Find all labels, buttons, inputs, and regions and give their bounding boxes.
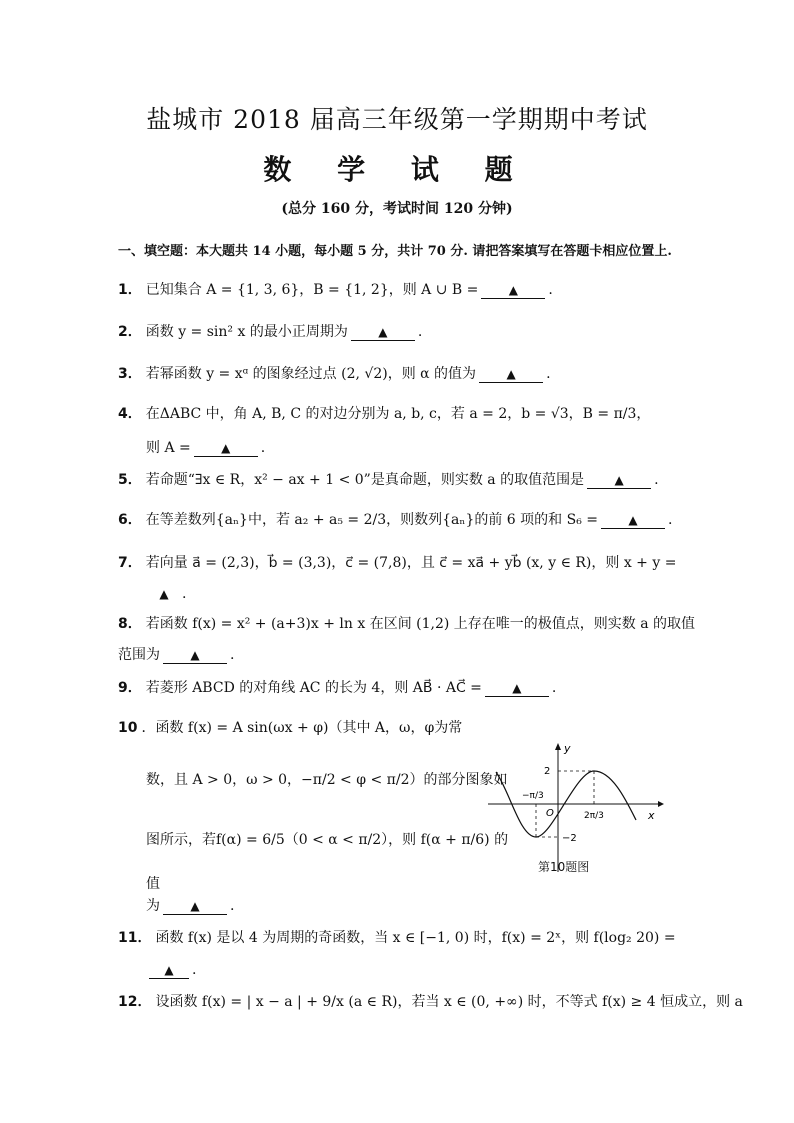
blank-marker: ▲ <box>512 681 522 695</box>
exam-title: 盐城市 2018 届高三年级第一学期期中考试 <box>146 105 648 134</box>
question-number: 7． <box>118 555 142 571</box>
x-axis-label: x <box>648 809 655 822</box>
y-tick-bottom: −2 <box>562 833 577 844</box>
question-tail: . <box>182 586 187 602</box>
question-12 <box>118 992 743 1012</box>
question-6 <box>118 510 672 530</box>
answer-blank <box>601 512 665 529</box>
question-1 <box>118 280 553 300</box>
blank-marker: ▲ <box>164 963 174 977</box>
section-heading: 一、填空题：本大题共 14 小题，每小题 5 分，共计 70 分. 请把答案填写在答题卡相应位置上. <box>118 244 672 259</box>
x-axis-arrow <box>658 801 664 807</box>
blank-marker: ▲ <box>628 513 638 527</box>
y-axis-label: y <box>564 742 571 755</box>
y-tick-top: 2 <box>544 766 551 777</box>
question-8 <box>118 614 695 634</box>
question-text: 已知集合 A = {1, 3, 6}，B = {1, 2}，则 A ∪ B = <box>145 282 479 298</box>
x-tick-right: 2π/3 <box>584 811 604 821</box>
blank-marker: ▲ <box>614 473 624 487</box>
question-number: 5． <box>118 472 142 488</box>
blank-marker: ▲ <box>159 587 169 601</box>
x-tick-left: −π/3 <box>522 791 544 801</box>
question-3 <box>118 364 551 384</box>
question-10-line-2 <box>146 770 508 790</box>
answer-blank <box>163 898 227 915</box>
question-10-line-5 <box>146 896 234 916</box>
question-10-line-4 <box>146 874 160 894</box>
answer-blank <box>479 366 543 383</box>
question-number: 10 <box>118 720 138 736</box>
figure-caption: 第10题图 <box>538 860 590 874</box>
question-tail: . <box>230 898 235 914</box>
question-11 <box>118 928 676 948</box>
question-number: 11． <box>118 930 152 946</box>
question-11-line-2 <box>146 960 196 980</box>
question-number: 12． <box>118 994 152 1010</box>
answer-blank <box>351 324 415 341</box>
blank-marker: ▲ <box>221 441 231 455</box>
question-tail: . <box>546 366 551 382</box>
blank-marker: ▲ <box>190 899 200 913</box>
question-text: 若向量 a⃗ = (2,3)，b⃗ = (3,3)，c⃗ = (7,8)，且 c⃗ = xa⃗ + yb⃗ (x, y ∈ R)，则 x + y = <box>145 555 677 571</box>
question-text: 值 <box>146 876 160 892</box>
question-7-line-2 <box>146 584 186 604</box>
blank-marker: ▲ <box>508 283 518 297</box>
question-text: 则 A = <box>146 440 191 456</box>
question-tail: . <box>417 324 423 340</box>
question-text: 设函数 f(x) = | x − a | + 9/x (a ∈ R)，若当 x ∈ (0, +∞) 时，不等式 f(x) ≥ 4 恒成立，则 a <box>155 994 743 1010</box>
question-8-line-2 <box>118 645 234 665</box>
question-text: 范围为 <box>118 647 160 663</box>
blank-marker: ▲ <box>378 325 388 339</box>
question-text: 在ΔABC 中，角 A, B, C 的对边分别为 a, b, c，若 a = 2，b = √3，B = π/3， <box>145 406 651 422</box>
blank-marker: ▲ <box>190 648 200 662</box>
question-text: 函数 y = sin² x 的最小正周期为 <box>145 324 348 340</box>
question-7 <box>118 553 676 573</box>
question-number: 1． <box>118 282 142 298</box>
answer-blank <box>485 680 549 697</box>
question-tail: . <box>551 680 557 696</box>
question-number: 8． <box>118 616 142 632</box>
question-tail: . <box>654 472 659 488</box>
question-tail: . <box>230 647 235 663</box>
question-text: 函数 f(x) 是以 4 为周期的奇函数，当 x ∈ [−1, 0) 时，f(x) = 2ˣ，则 f(log₂ 20) = <box>155 930 676 946</box>
answer-blank <box>163 647 227 664</box>
question-number: 2． <box>118 324 142 340</box>
question-10 <box>118 718 462 738</box>
exam-subtitle: 数 学 试 题 <box>263 153 531 186</box>
question-text: 若菱形 ABCD 的对角线 AC 的长为 4，则 AB⃗ · AC⃗ = <box>145 680 482 696</box>
question-text: 若命题“∃x ∈ R，x² − ax + 1 < 0”是真命题，则实数 a 的取值范围是 <box>145 472 585 488</box>
question-text: ．函数 f(x) = A sin(ωx + φ)（其中 A，ω，φ为常 <box>141 720 463 736</box>
question-5 <box>118 470 659 490</box>
question-text: 为 <box>146 898 160 914</box>
question-tail: . <box>548 282 553 298</box>
question-4 <box>118 404 650 424</box>
sine-graph-figure <box>486 740 666 875</box>
question-text: 在等差数列{aₙ}中，若 a₂ + a₅ = 2/3，则数列{aₙ}的前 6 项的和 S₆ = <box>145 512 598 528</box>
question-10-line-3 <box>146 830 508 850</box>
question-text: 若幂函数 y = xᵅ 的图象经过点 (2, √2)，则 α 的值为 <box>145 366 477 382</box>
origin-label: O <box>546 808 554 819</box>
question-4-line-2 <box>146 438 265 458</box>
question-number: 4． <box>118 406 142 422</box>
question-9 <box>118 678 556 698</box>
answer-blank <box>149 586 179 602</box>
question-number: 9． <box>118 680 142 696</box>
question-2 <box>118 322 422 342</box>
answer-blank <box>481 282 545 299</box>
question-number: 6． <box>118 512 142 528</box>
y-axis-arrow <box>555 743 561 750</box>
question-text: 数，且 A > 0，ω > 0，−π/2 < φ < π/2）的部分图象如 <box>146 772 508 788</box>
question-text: 图所示，若f(α) = 6/5（0 < α < π/2），则 f(α + π/6) 的 <box>146 832 509 848</box>
answer-blank <box>149 962 189 979</box>
answer-blank <box>194 440 258 457</box>
question-tail: . <box>668 512 673 528</box>
blank-marker: ▲ <box>506 367 516 381</box>
answer-blank <box>587 472 651 489</box>
question-text: 若函数 f(x) = x² + (a+3)x + ln x 在区间 (1,2) 上存在唯一的极值点，则实数 a 的取值 <box>145 616 696 632</box>
score-note: (总分 160 分，考试时间 120 分钟) <box>281 201 513 217</box>
question-tail: . <box>260 440 266 456</box>
question-number: 3． <box>118 366 142 382</box>
question-tail: . <box>192 962 197 978</box>
